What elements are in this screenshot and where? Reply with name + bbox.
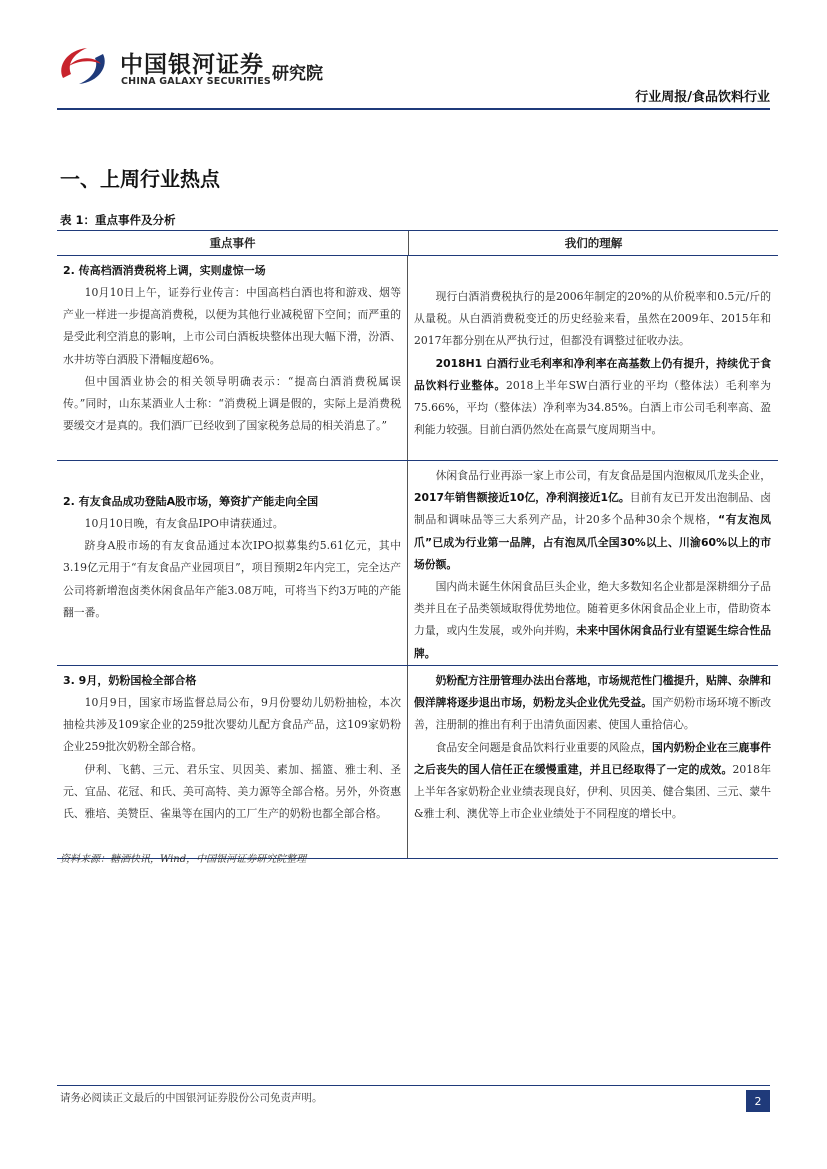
table-header bbox=[57, 231, 778, 256]
event-paragraph: 但中国酒业协会的相关领导明确表示：“提高白酒消费税属误传。”同时，山东某酒业人士称：“消费税上调是假的，实际上是消费税要缓交才是真的。我们酒厂已经收到了国家税务总局的相关消息了。” bbox=[63, 374, 401, 433]
event-cell bbox=[57, 256, 408, 460]
analysis-paragraph bbox=[414, 576, 771, 665]
analysis-paragraph bbox=[414, 670, 771, 737]
analysis-paragraph bbox=[414, 465, 771, 576]
event-title: 2. 有友食品成功登陆A股市场，筹资扩产能走向全国 bbox=[63, 495, 319, 508]
analysis-text: 2018年上半年各家奶粉企业业绩表现良好，伊利、贝因美、健合集团、三元、蒙牛&雅士利、澳优等上市企业业绩处于不同程度的增长中。 bbox=[414, 762, 771, 821]
report-category: 行业周报/食品饮料行业 bbox=[635, 90, 770, 105]
analysis-paragraph bbox=[414, 353, 771, 442]
page-number: 2 bbox=[746, 1090, 770, 1112]
header-divider bbox=[57, 108, 770, 110]
analysis-paragraph: 现行白酒消费税执行的是2006年制定的20%的从价税率和0.5元/斤的从量税。从白酒消费税变迁的历史经验来看，虽然在2009年、2015年和2017年都分别在从严执行过，但都没有调整过征收办法。 bbox=[414, 290, 771, 348]
institute-label: 研究院 bbox=[272, 64, 323, 84]
table-row bbox=[57, 461, 778, 666]
analysis-text: 食品安全问题是食品饮料行业重要的风险点， bbox=[435, 740, 652, 754]
analysis-highlight: 国内奶粉企业在三鹿事件之后丧失的国人信任正在缓慢重建，并且已经取得了一定的成效。 bbox=[414, 740, 771, 776]
event-cell bbox=[57, 666, 408, 858]
analysis-text: 国产奶粉市场环境不断改善，注册制的推出有利于出清负面因素、使国人重拾信心。 bbox=[414, 696, 771, 732]
source-note: 资料来源：糖酒快讯，Wind，中国银河证券研究院整理 bbox=[60, 854, 307, 865]
logo-english-name: CHINA GALAXY SECURITIES bbox=[121, 76, 271, 87]
analysis-text: 休闲食品行业再添一家上市公司，有友食品是国内泡椒凤爪龙头企业， bbox=[435, 469, 771, 482]
analysis-cell bbox=[408, 461, 777, 665]
event-paragraph: 10月10日上午，证券行业传言：中国高档白酒也将和游戏、烟等产业一样进一步提高消费税，以便为其他行业减税留下空间；而严重的是受此利空消息的影响，上市公司白酒板块整体出现大幅下滑，汾酒、水井坊等白酒股下滑幅度超6%。 bbox=[63, 286, 401, 366]
analysis-paragraph bbox=[414, 737, 771, 826]
galaxy-logo-icon bbox=[55, 44, 111, 88]
event-title: 2. 传高档酒消费税将上调，实则虚惊一场 bbox=[63, 264, 266, 277]
table-row bbox=[57, 666, 778, 858]
table-row bbox=[57, 256, 778, 461]
analysis-cell bbox=[408, 256, 777, 460]
event-cell bbox=[57, 461, 408, 665]
event-paragraph: 10月9日，国家市场监督总局公布，9月份婴幼儿奶粉抽检，本次抽检共涉及109家企业的259批次婴幼儿配方食品产品，这109家奶粉企业259批次奶粉全部合格。 bbox=[63, 696, 401, 754]
events-table bbox=[57, 230, 778, 859]
analysis-highlight: “有友泡凤爪”已成为行业第一品牌，占有泡凤爪全国30%以上、川渝60%以上的市场份额。 bbox=[414, 513, 771, 571]
section-title: 一、上周行业热点 bbox=[60, 167, 220, 191]
event-paragraph: 10月10日晚，有友食品IPO申请获通过。 bbox=[84, 517, 284, 530]
analysis-text: 目前有友已开发出泡制品、卤制品和调味品等三大系列产品，计20多个品种30余个规格， bbox=[414, 491, 771, 527]
footer-disclaimer: 请务必阅读正文最后的中国银河证券股份公司免责声明。 bbox=[60, 1092, 323, 1104]
event-title: 3. 9月，奶粉国检全部合格 bbox=[63, 674, 197, 687]
page-header bbox=[0, 0, 827, 110]
analysis-text: 国内尚未诞生休闲食品巨头企业，绝大多数知名企业都是深耕细分子品类并且在子品类领域取得优势地位。随着更多休闲食品企业上市，借助资本力量，或内生发展，或外向并购， bbox=[414, 580, 771, 638]
event-paragraph: 跻身A股市场的有友食品通过本次IPO拟募集约5.61亿元，其中3.19亿元用于“有友食品产业园项目”，项目预期2年内完工，完全达产公司将新增泡卤类休闲食品年产能3.08万吨，可将当下约3万吨的产能翻一番。 bbox=[63, 539, 401, 619]
analysis-cell bbox=[408, 666, 777, 858]
event-paragraph: 伊利、飞鹤、三元、君乐宝、贝因美、素加、摇篮、雅士利、圣元、宜品、花冠、和氏、美可高特、美力源等全部合格。另外，外资惠氏、雅培、美赞臣、雀巢等在国内的工厂生产的奶粉也都全部合格。 bbox=[63, 762, 401, 821]
analysis-text: 2018上半年SW白酒行业的平均（整体法）毛利率为75.66%，平均（整体法）净利率为34.85%。白酒上市公司毛利率高、盈利能力较强。目前白酒仍然处在高景气度周期当中。 bbox=[414, 378, 771, 437]
column-header-analysis: 我们的理解 bbox=[564, 236, 623, 250]
analysis-highlight: 2018H1 白酒行业毛利率和净利率在高基数上仍有提升，持续优于食品饮料行业整体。 bbox=[414, 356, 771, 392]
column-header-events: 重点事件 bbox=[57, 231, 409, 255]
analysis-highlight: 未来中国休闲食品行业有望诞生综合性品牌。 bbox=[414, 624, 772, 660]
table-caption: 表 1：重点事件及分析 bbox=[60, 213, 176, 227]
analysis-highlight: 奶粉配方注册管理办法出台落地，市场规范性门槛提升，贴牌、杂牌和假洋牌将逐步退出市场，奶粉龙头企业优先受益。 bbox=[414, 674, 771, 710]
footer-divider bbox=[57, 1085, 770, 1086]
logo-chinese-name: 中国银河证券 bbox=[120, 52, 264, 78]
analysis-highlight: 2017年销售额接近10亿，净利润接近1亿。 bbox=[414, 491, 630, 505]
